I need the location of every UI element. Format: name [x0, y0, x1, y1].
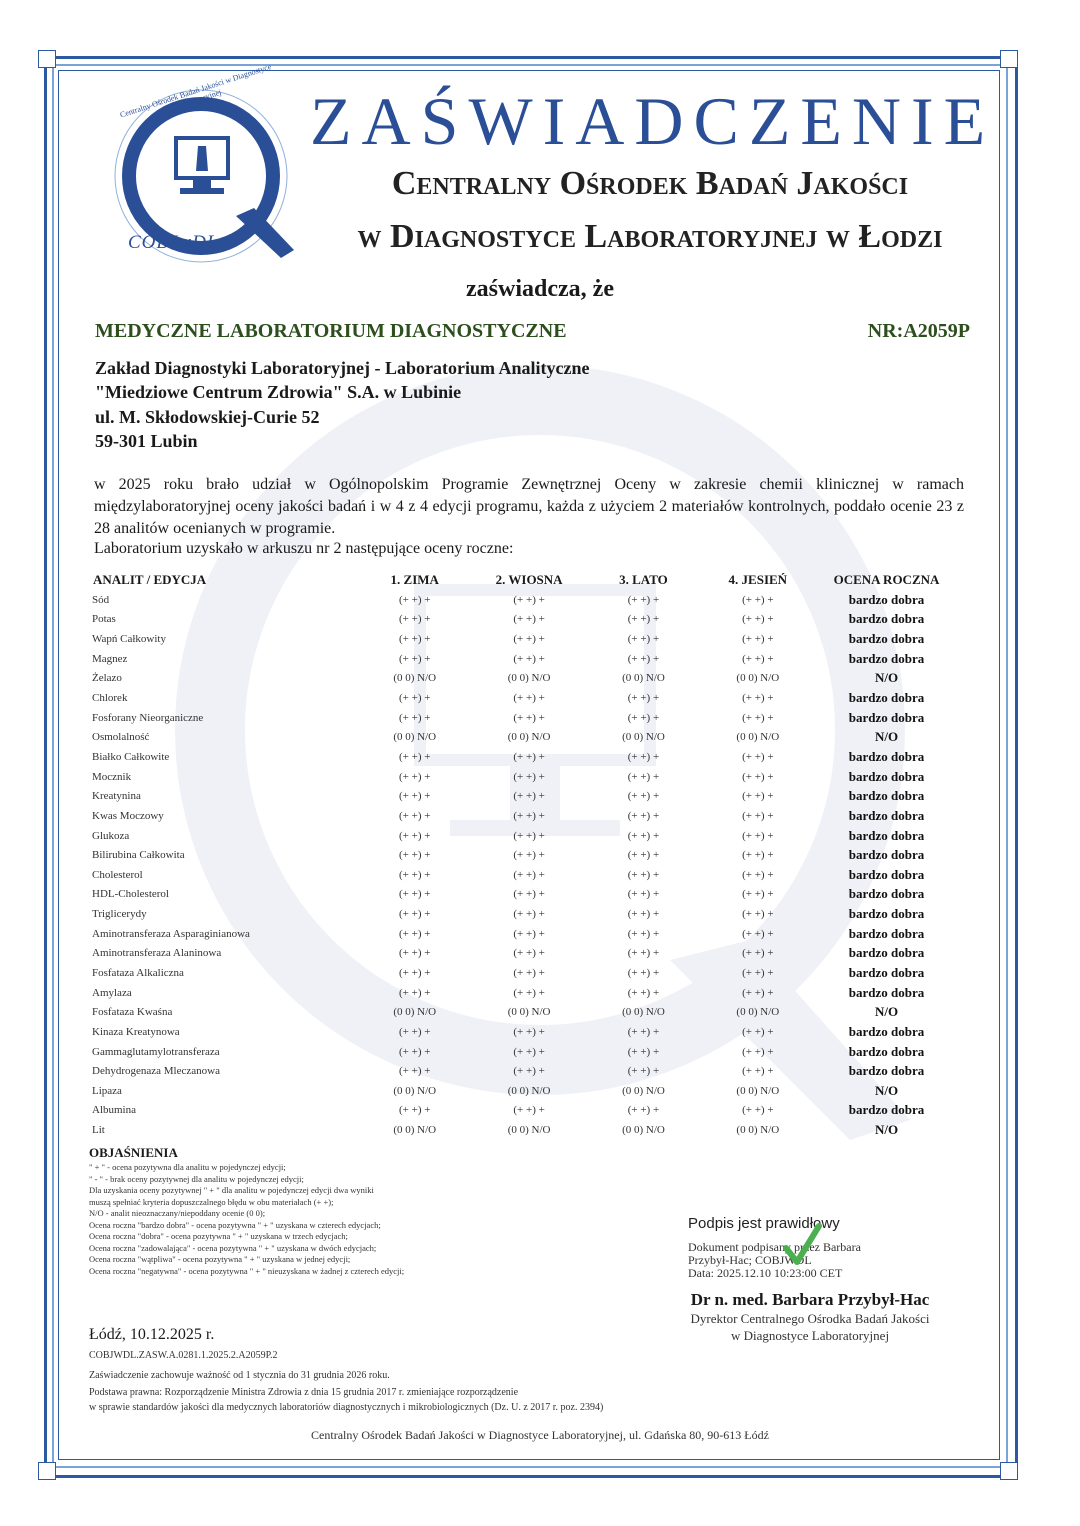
explanation-line: Ocena roczna "wątpliwa" - ocena pozytywna " + " uzyskana w jednej edycji; — [89, 1254, 351, 1264]
spring-cell: (0 0) N/O — [507, 672, 551, 685]
annual-grade-cell: bardzo dobra — [848, 886, 925, 902]
spring-cell: (+ +) + — [513, 692, 545, 705]
annual-grade-cell: bardzo dobra — [848, 1063, 925, 1079]
winter-cell: (+ +) + — [399, 927, 431, 940]
summer-cell: (+ +) + — [627, 947, 660, 960]
winter-cell: (+ +) + — [399, 652, 431, 665]
spring-cell: (+ +) + — [513, 652, 545, 665]
spring-cell: (+ +) + — [513, 868, 545, 881]
spring-cell: (+ +) + — [513, 927, 545, 940]
winter-cell: (+ +) + — [399, 770, 431, 783]
analyte-cell: Dehydrogenaza Mleczanowa — [92, 1065, 220, 1078]
table-row — [88, 1002, 958, 1022]
autumn-cell: (+ +) + — [742, 790, 774, 803]
table-row — [88, 885, 958, 905]
winter-cell: (+ +) + — [399, 1065, 431, 1078]
winter-cell: (+ +) + — [399, 1045, 431, 1058]
table-row — [88, 610, 958, 630]
table-row — [88, 649, 958, 669]
winter-cell: (+ +) + — [399, 1025, 431, 1038]
border-corner-bottom-left — [38, 1462, 56, 1480]
annual-grade-cell: bardzo dobra — [848, 611, 925, 627]
autumn-cell: (+ +) + — [742, 750, 774, 763]
table-row — [88, 944, 958, 964]
analyte-cell: Wapń Całkowity — [92, 633, 166, 646]
results-table — [88, 570, 958, 1140]
autumn-cell: (+ +) + — [742, 868, 774, 881]
validity-statement: Zaświadczenie zachowuje ważność od 1 stycznia do 31 grudnia 2026 roku. — [89, 1370, 390, 1381]
annual-grade-cell: bardzo dobra — [848, 1023, 925, 1039]
document-code: COBJWDL.ZASW.A.0281.1.2025.2.A2059P.2 — [89, 1350, 278, 1361]
table-row — [88, 708, 958, 728]
annual-grade-cell: N/O — [874, 1004, 899, 1020]
spring-cell: (+ +) + — [513, 947, 545, 960]
analyte-cell: Magnez — [92, 652, 128, 665]
table-row — [88, 669, 958, 689]
annual-grade-cell: bardzo dobra — [848, 847, 925, 863]
winter-cell: (+ +) + — [399, 593, 431, 606]
autumn-cell: (+ +) + — [742, 888, 774, 901]
summer-cell: (+ +) + — [627, 888, 660, 901]
laboratory-company: "Miedziowe Centrum Zdrowia" S.A. w Lubinie — [95, 382, 462, 402]
summer-cell: (+ +) + — [627, 849, 660, 862]
participation-paragraph: w 2025 roku brało udział w Ogólnopolskim Programie Zewnętrznej Oceny w zakresie chemii klinicznej w ramach międzylaboratoryjnej oceny jakości badań i w 4 z 4 edycji programu, każda z użyciem 2 materiałów kontrolnych, poddało ocenie 23 z 28 analitów ocenianych w programie. — [94, 476, 964, 537]
table-row — [88, 767, 958, 787]
winter-cell: (+ +) + — [399, 829, 431, 842]
summer-cell: (+ +) + — [627, 966, 660, 979]
winter-cell: (+ +) + — [399, 692, 431, 705]
explanation-line: Dla uzyskania oceny pozytywnej " + " dla analitu w pojedynczej edycji dwa wyniki — [89, 1185, 374, 1195]
explanation-line: " + " - ocena pozytywna dla analitu w pojedynczej edycji; — [89, 1162, 286, 1172]
analyte-cell: Osmolalność — [92, 731, 150, 744]
border-corner-bottom-right — [1000, 1462, 1018, 1480]
annual-grade-cell: bardzo dobra — [848, 631, 925, 647]
summer-cell: (0 0) N/O — [622, 672, 665, 685]
annual-grade-cell: N/O — [874, 670, 899, 686]
table-row — [88, 1061, 958, 1081]
spring-cell: (+ +) + — [513, 908, 545, 921]
autumn-cell: (0 0) N/O — [736, 1006, 780, 1019]
annual-grade-cell: bardzo dobra — [848, 866, 925, 882]
autumn-cell: (+ +) + — [742, 1045, 774, 1058]
legal-basis-line1: Podstawa prawna: Rozporządzenie Ministra Zdrowia z dnia 15 grudnia 2017 r. zmieniające rozporządzenie — [89, 1387, 519, 1398]
annual-grade-cell: bardzo dobra — [848, 709, 925, 725]
autumn-cell: (+ +) + — [742, 829, 774, 842]
autumn-cell: (+ +) + — [742, 613, 774, 626]
analyte-cell: Kreatynina — [92, 790, 141, 803]
director-name: Dr n. med. Barbara Przybył-Hac — [690, 1290, 930, 1309]
explanation-line: N/O - analit nieoznaczany/niepoddany ocenie (0 0); — [89, 1208, 266, 1218]
table-row — [88, 747, 958, 767]
autumn-cell: (+ +) + — [742, 711, 774, 724]
winter-cell: (+ +) + — [399, 908, 431, 921]
table-row — [88, 963, 958, 983]
table-row — [88, 924, 958, 944]
annual-grade-cell: N/O — [874, 1122, 899, 1138]
annual-grade-cell: bardzo dobra — [848, 906, 925, 922]
analyte-cell: Kinaza Kreatynowa — [92, 1025, 180, 1038]
annual-grade-cell: bardzo dobra — [848, 1102, 925, 1118]
spring-cell: (0 0) N/O — [507, 1006, 551, 1019]
summer-cell: (+ +) + — [627, 1025, 660, 1038]
table-row — [88, 865, 958, 885]
table-row — [88, 983, 958, 1003]
spring-cell: (+ +) + — [513, 966, 545, 979]
table-row — [88, 727, 958, 747]
autumn-cell: (+ +) + — [742, 809, 774, 822]
autumn-cell: (+ +) + — [742, 927, 774, 940]
column-header-summer: 3. LATO — [619, 572, 668, 587]
spring-cell: (0 0) N/O — [507, 731, 551, 744]
summer-cell: (+ +) + — [627, 652, 660, 665]
signature-date: Data: 2025.12.10 10:23:00 CET — [688, 1266, 843, 1280]
summer-cell: (+ +) + — [627, 986, 660, 999]
spring-cell: (0 0) N/O — [507, 1124, 551, 1137]
table-row — [88, 845, 958, 865]
column-header-spring: 2. WIOSNA — [495, 572, 563, 587]
border-corner-top-right — [1000, 50, 1018, 68]
results-intro: Laboratorium uzyskało w arkuszu nr 2 następujące oceny roczne: — [94, 540, 514, 557]
logo-initials: COBJwDL — [128, 232, 219, 253]
annual-grade-cell: bardzo dobra — [848, 827, 925, 843]
summer-cell: (+ +) + — [627, 593, 660, 606]
table-row — [88, 1042, 958, 1062]
issuer-name-line1: Centralny Ośrodek Badań Jakości — [391, 165, 909, 202]
table-row — [88, 826, 958, 846]
summer-cell: (+ +) + — [627, 809, 660, 822]
border-corner-top-left — [38, 50, 56, 68]
column-header-winter: 1. ZIMA — [390, 572, 439, 587]
summer-cell: (+ +) + — [627, 790, 660, 803]
autumn-cell: (+ +) + — [742, 1104, 774, 1117]
winter-cell: (0 0) N/O — [393, 731, 437, 744]
annual-grade-cell: bardzo dobra — [848, 964, 925, 980]
certificate-title: ZAŚWIADCZENIE — [310, 83, 996, 159]
winter-cell: (+ +) + — [399, 613, 431, 626]
explanations-list — [89, 1162, 569, 1277]
winter-cell: (0 0) N/O — [393, 1124, 437, 1137]
laboratory-street: ul. M. Skłodowskiej-Curie 52 — [95, 407, 320, 427]
spring-cell: (+ +) + — [513, 633, 545, 646]
summer-cell: (0 0) N/O — [622, 1084, 665, 1097]
analyte-cell: Albumina — [92, 1104, 136, 1117]
summer-cell: (+ +) + — [627, 1045, 660, 1058]
table-row — [88, 1022, 958, 1042]
explanation-line: muszą spełniać kryteria dopuszczalnego błędu w obu materiałach (+ +); — [89, 1196, 334, 1207]
annual-grade-cell: bardzo dobra — [848, 650, 925, 666]
summer-cell: (+ +) + — [627, 750, 660, 763]
column-header-analyte: ANALIT / EDYCJA — [93, 572, 207, 587]
explanation-line: Ocena roczna "dobra" - ocena pozytywna " + " uzyskana w trzech edycjach; — [89, 1231, 348, 1241]
analyte-cell: Mocznik — [92, 770, 132, 783]
explanation-line: Ocena roczna "negatywna" - ocena pozytywna " + " nieuzyskana w żadnej z czterech edycji; — [89, 1265, 405, 1276]
summer-cell: (+ +) + — [627, 927, 660, 940]
spring-cell: (+ +) + — [513, 829, 545, 842]
winter-cell: (+ +) + — [399, 750, 431, 763]
analyte-cell: Bilirubina Całkowita — [92, 849, 185, 862]
spring-cell: (+ +) + — [513, 790, 545, 803]
summer-cell: (+ +) + — [627, 692, 660, 705]
summer-cell: (0 0) N/O — [622, 1006, 665, 1019]
signature-signed-by: Dokument podpisany przez Barbara — [688, 1240, 861, 1254]
spring-cell: (+ +) + — [513, 593, 545, 606]
winter-cell: (+ +) + — [399, 966, 431, 979]
annual-grade-cell: bardzo dobra — [848, 1043, 925, 1059]
winter-cell: (+ +) + — [399, 633, 431, 646]
results-table-body — [88, 590, 958, 1140]
analyte-cell: Lipaza — [92, 1084, 122, 1097]
spring-cell: (+ +) + — [513, 770, 545, 783]
results-table-header — [88, 570, 958, 590]
explanation-line: " - " - brak oceny pozytywnej dla analitu w pojedynczej edycji; — [89, 1173, 304, 1184]
analyte-cell: Fosfataza Kwaśna — [92, 1006, 173, 1019]
autumn-cell: (+ +) + — [742, 692, 774, 705]
winter-cell: (+ +) + — [399, 947, 431, 960]
annual-grade-cell: N/O — [874, 1082, 899, 1098]
issuer-name-line2: w Diagnostyce Laboratoryjnej w Łodzi — [357, 218, 943, 255]
summer-cell: (+ +) + — [627, 633, 660, 646]
analyte-cell: Aminotransferaza Alaninowa — [92, 947, 222, 960]
summer-cell: (+ +) + — [627, 868, 660, 881]
annual-grade-cell: bardzo dobra — [848, 807, 925, 823]
summer-cell: (0 0) N/O — [622, 1124, 665, 1137]
laboratory-city: 59-301 Lubin — [95, 431, 198, 451]
spring-cell: (+ +) + — [513, 809, 545, 822]
spring-cell: (+ +) + — [513, 1104, 545, 1117]
summer-cell: (+ +) + — [627, 711, 660, 724]
autumn-cell: (+ +) + — [742, 986, 774, 999]
certifies-statement: zaświadcza, że — [466, 276, 614, 302]
explanations-title: OBJAŚNIENIA — [89, 1145, 178, 1160]
table-row — [88, 590, 958, 610]
table-row — [88, 629, 958, 649]
annual-grade-cell: bardzo dobra — [848, 748, 925, 764]
analyte-cell: Kwas Moczowy — [92, 809, 164, 822]
spring-cell: (+ +) + — [513, 1045, 545, 1058]
winter-cell: (0 0) N/O — [393, 672, 437, 685]
director-title-line1: Dyrektor Centralnego Ośrodka Badań Jakości — [690, 1311, 930, 1326]
analyte-cell: Gammaglutamylotransferaza — [92, 1045, 220, 1058]
analyte-cell: HDL-Cholesterol — [92, 888, 169, 901]
autumn-cell: (0 0) N/O — [736, 1124, 780, 1137]
annual-grade-cell: bardzo dobra — [848, 788, 925, 804]
spring-cell: (+ +) + — [513, 613, 545, 626]
issuer-address: Centralny Ośrodek Badań Jakości w Diagnostyce Laboratoryjnej, ul. Gdańska 80, 90-613 Łódź — [311, 1428, 769, 1442]
table-row — [88, 1120, 958, 1140]
autumn-cell: (+ +) + — [742, 908, 774, 921]
winter-cell: (0 0) N/O — [393, 1006, 437, 1019]
autumn-cell: (0 0) N/O — [736, 672, 780, 685]
director-block — [660, 1290, 960, 1344]
column-header-autumn: 4. JESIEŃ — [728, 572, 788, 587]
autumn-cell: (+ +) + — [742, 1065, 774, 1078]
spring-cell: (+ +) + — [513, 1025, 545, 1038]
analyte-cell: Lit — [92, 1124, 105, 1137]
analyte-cell: Cholesterol — [92, 868, 143, 881]
annual-grade-cell: bardzo dobra — [848, 591, 925, 607]
place-and-date: Łódź, 10.12.2025 r. — [89, 1326, 215, 1343]
column-header-annual-grade: OCENA ROCZNA — [833, 572, 940, 587]
analyte-cell: Fosforany Nieorganiczne — [92, 711, 204, 724]
annual-grade-cell: bardzo dobra — [848, 945, 925, 961]
annual-grade-cell: bardzo dobra — [848, 925, 925, 941]
autumn-cell: (+ +) + — [742, 947, 774, 960]
signature-valid-label: Podpis jest prawidłowy — [688, 1215, 840, 1232]
legal-basis-line2: w sprawie standardów jakości dla medycznych laboratoriów diagnostycznych i mikrobiologicznych (Dz. U. z 2017 r. poz. 2394) — [89, 1402, 604, 1413]
analyte-cell: Amylaza — [92, 986, 132, 999]
analyte-cell: Triglicerydy — [92, 908, 147, 921]
summer-cell: (0 0) N/O — [622, 731, 665, 744]
laboratory-unit: Zakład Diagnostyki Laboratoryjnej - Laboratorium Analityczne — [95, 358, 590, 378]
winter-cell: (+ +) + — [399, 888, 431, 901]
winter-cell: (+ +) + — [399, 809, 431, 822]
winter-cell: (+ +) + — [399, 790, 431, 803]
spring-cell: (+ +) + — [513, 849, 545, 862]
winter-cell: (+ +) + — [399, 849, 431, 862]
signature-valid-check-icon — [782, 1222, 822, 1268]
summer-cell: (+ +) + — [627, 1065, 660, 1078]
spring-cell: (+ +) + — [513, 888, 545, 901]
analyte-cell: Chlorek — [92, 692, 128, 705]
analyte-cell: Żelazo — [92, 672, 122, 685]
autumn-cell: (+ +) + — [742, 966, 774, 979]
spring-cell: (+ +) + — [513, 750, 545, 763]
autumn-cell: (+ +) + — [742, 633, 774, 646]
autumn-cell: (+ +) + — [742, 770, 774, 783]
analyte-cell: Aminotransferaza Asparaginianowa — [92, 927, 250, 940]
annual-grade-cell: bardzo dobra — [848, 768, 925, 784]
summer-cell: (+ +) + — [627, 613, 660, 626]
autumn-cell: (0 0) N/O — [736, 731, 780, 744]
annual-grade-cell: N/O — [874, 729, 899, 745]
laboratory-number: NR:A2059P — [867, 320, 970, 342]
winter-cell: (0 0) N/O — [393, 1084, 437, 1097]
summer-cell: (+ +) + — [627, 829, 660, 842]
analyte-cell: Białko Całkowite — [92, 750, 170, 763]
autumn-cell: (+ +) + — [742, 593, 774, 606]
annual-grade-cell: bardzo dobra — [848, 690, 925, 706]
analyte-cell: Fosfataza Alkaliczna — [92, 966, 184, 979]
table-row — [88, 904, 958, 924]
signature-signer-org: Przybył-Hac; COBJWDL — [688, 1253, 812, 1267]
autumn-cell: (+ +) + — [742, 652, 774, 665]
winter-cell: (+ +) + — [399, 868, 431, 881]
autumn-cell: (+ +) + — [742, 1025, 774, 1038]
winter-cell: (+ +) + — [399, 986, 431, 999]
analyte-cell: Sód — [92, 593, 110, 606]
summer-cell: (+ +) + — [627, 908, 660, 921]
logo-ring-text: Centralny Ośrodek Badań Jakości w Diagnostyce Laboratoryjnej — [118, 61, 273, 120]
spring-cell: (+ +) + — [513, 1065, 545, 1078]
spring-cell: (0 0) N/O — [507, 1084, 551, 1097]
table-row — [88, 1101, 958, 1121]
table-row — [88, 688, 958, 708]
winter-cell: (+ +) + — [399, 1104, 431, 1117]
analyte-cell: Potas — [92, 613, 116, 626]
table-row — [88, 806, 958, 826]
summer-cell: (+ +) + — [627, 1104, 660, 1117]
spring-cell: (+ +) + — [513, 986, 545, 999]
annual-grade-cell: bardzo dobra — [848, 984, 925, 1000]
autumn-cell: (0 0) N/O — [736, 1084, 780, 1097]
summer-cell: (+ +) + — [627, 770, 660, 783]
explanation-line: Ocena roczna "zadowalająca" - ocena pozytywna " + " uzyskana w dwóch edycjach; — [89, 1242, 377, 1253]
table-row — [88, 1081, 958, 1101]
winter-cell: (+ +) + — [399, 711, 431, 724]
analyte-cell: Glukoza — [92, 829, 130, 842]
autumn-cell: (+ +) + — [742, 849, 774, 862]
laboratory-name: MEDYCZNE LABORATORIUM DIAGNOSTYCZNE — [95, 320, 567, 342]
table-row — [88, 786, 958, 806]
explanation-line: Ocena roczna "bardzo dobra" - ocena pozytywna " + " uzyskana w czterech edycjach; — [89, 1219, 381, 1230]
spring-cell: (+ +) + — [513, 711, 545, 724]
director-title-line2: w Diagnostyce Laboratoryjnej — [730, 1328, 890, 1343]
